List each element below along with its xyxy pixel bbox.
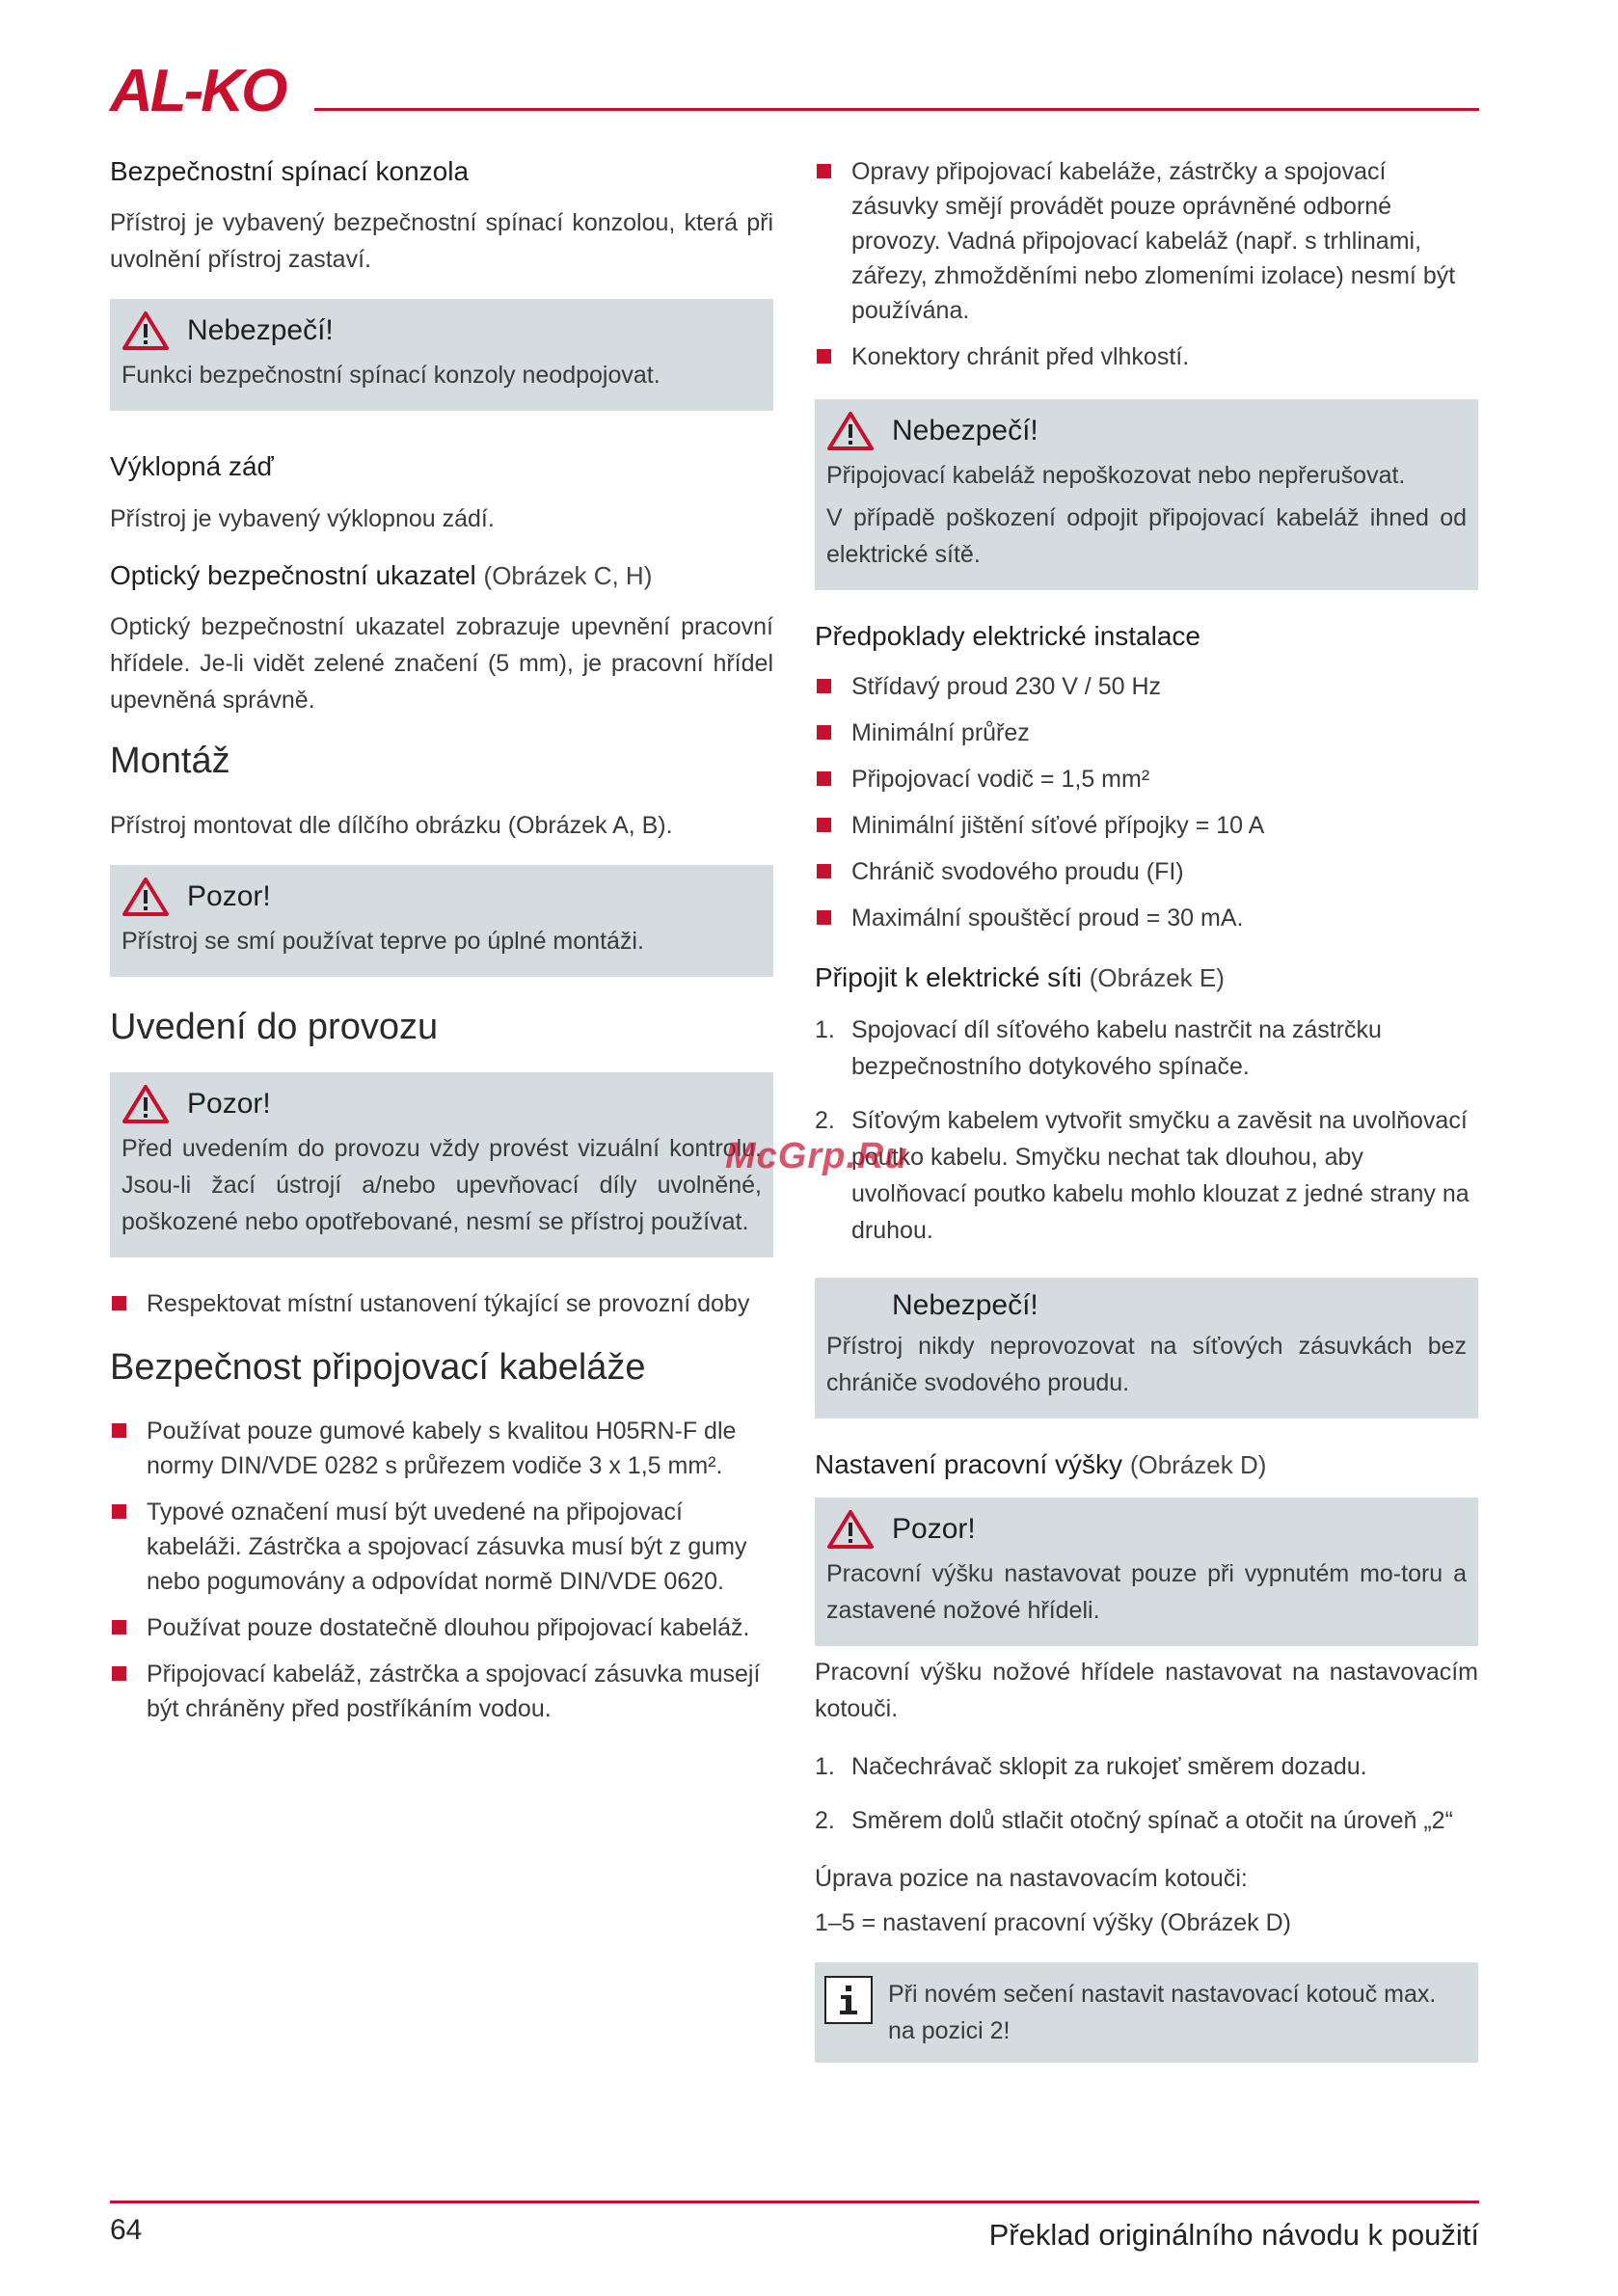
box-text: Přístroj se smí používat teprve po úplné montáži. [121,927,644,955]
list-item: Konektory chránit před vlhkostí. [815,339,1478,374]
bullet-list [815,669,1478,935]
list-item: Připojovací vodič = 1,5 mm² [815,762,1478,797]
box-text: Připojovací kabeláž nepoškozovat nebo nepřerušovat. [826,462,1406,489]
list-item: Používat pouze gumové kabely s kvalitou H05RN-F dle normy DIN/VDE 0282 s průřezem vodiče 3 x 1,5 mm². [110,1414,773,1483]
numbered-list [815,1748,1478,1839]
box-label: Pozor! [187,879,271,912]
section-title-safety-console: Bezpečnostní spínací konzola [110,156,470,186]
page-number: 64 [110,2214,143,2246]
section-title-height: Nastavení pracovní výšky (Obrázek D) [815,1448,1267,1479]
warning-triangle-icon [121,877,170,917]
section-title-connect: Připojit k elektrické síti (Obrázek E) [815,962,1225,993]
paragraph: Úprava pozice na nastavovacím kotouči: [815,1865,1248,1893]
list-item: Maximální spouštěcí proud = 30 mA. [815,901,1478,935]
section-title-startup: Uvedení do provozu [110,1006,439,1047]
box-text: Pracovní výšku nastavovat pouze při vypnutém mo-toru a zastavené nožové hřídeli. [826,1560,1467,1625]
numbered-list [815,1012,1478,1249]
box-label: Nebezpečí! [892,415,1038,446]
paragraph: Pracovní výšku nožové hřídele nastavovat na nastavovacím kotouči. [815,1659,1478,1723]
list-item: 2. Směrem dolů stlačit otočný spínač a otočit na úroveň „2“ [815,1807,1453,1835]
section-title-cable-safety: Bezpečnost připojovací kabeláže [110,1347,646,1389]
list-item: 1. Spojovací díl síťového kabelu nastrčit na zástrčku bezpečnostního dotykového spínače. [815,1015,1382,1080]
section-title-assembly: Montáž [110,741,230,782]
danger-box [110,299,773,411]
caution-box [110,1072,773,1257]
header-rule [314,108,1479,111]
list-item: Respektovat místní ustanovení týkající se provozní doby [110,1286,773,1321]
footer-title: Překlad originálního návodu k použití [988,2218,1479,2252]
footer-rule [110,2201,1479,2203]
section-title-indicator: Optický bezpečnostní ukazatel (Obrázek C, H) [110,559,653,590]
info-box [815,1962,1478,2063]
list-item: 1. Načechrávač sklopit za rukojeť směrem dozadu. [815,1753,1367,1781]
box-text: Před uvedením do provozu vždy provést vizuální kontrolu. Jsou-li žací ústrojí a/nebo upevňovací díly uvolněné, poškozené nebo opotřebované, nesmí se přístroj používat. [121,1135,762,1236]
alko-logo: AL-KO [110,58,285,124]
warning-triangle-icon [121,311,170,351]
right-column [815,154,1478,2063]
info-text: Při novém sečení nastavit nastavovací kotouč max. na pozici 2! [888,1981,1437,2045]
list-item: Připojovací kabeláž, zástrčka a spojovací zásuvka musejí být chráněny před postříkáním vodou. [110,1657,773,1726]
box-label: Pozor! [187,1088,271,1121]
box-text: Přístroj nikdy neprovozovat na síťových zásuvkách bez chrániče svodového proudu. [826,1332,1467,1396]
bullet-list [815,154,1478,374]
warning-triangle-icon [826,1509,875,1550]
bullet-list [110,1414,773,1726]
section-title-electrical: Předpoklady elektrické instalace [815,621,1200,651]
caution-box [815,1498,1478,1646]
box-label: Pozor! [892,1513,976,1546]
list-item: 2. Síťovým kabelem vytvořit smyčku a zavěsit na uvolňovací poutko kabelu. Smyčku nechat tak dlouhou, aby uvolňovací poutko kabelu mohlo klouzat z jedné strany na druhou. [815,1106,1470,1244]
list-item: Chránič svodového proudu (FI) [815,854,1478,889]
danger-box [815,1278,1478,1418]
list-item: Opravy připojovací kabeláže, zástrčky a spojovací zásuvky smějí provádět pouze oprávněné odborné provozy. Vadná připojovací kabeláž (např. s trhlinami, zářezy, zhmožděními nebo zlomeními izolace) nesmí být používána. [815,154,1478,328]
box-text: Funkci bezpečnostní spínací konzoly neodpojovat. [121,362,661,390]
bullet-list [110,1286,773,1321]
caution-box [110,865,773,977]
paragraph: Přístroj je vybavený výklopnou zádí. [110,504,495,532]
section-title-tilt: Výklopná záď [110,451,274,482]
paragraph: Přístroj je vybavený bezpečnostní spínací konzolou, která při uvolnění přístroj zastaví. [110,209,773,274]
box-text: V případě poškození odpojit připojovací kabeláž ihned od elektrické sítě. [826,504,1467,568]
danger-box [815,399,1478,590]
list-item: Minimální jištění síťové přípojky = 10 A [815,808,1478,843]
list-item: Používat pouze dostatečně dlouhou připojovací kabeláž. [110,1610,773,1645]
left-column [110,154,773,1751]
box-label: Nebezpečí! [187,314,334,347]
list-item: Typové označení musí být uvedené na připojovací kabeláži. Zástrčka a spojovací zásuvka musí být z gumy nebo pogumovány a odpovídat normě DIN/VDE 0620. [110,1495,773,1599]
list-item: Střídavý proud 230 V / 50 Hz [815,669,1478,704]
paragraph: 1–5 = nastavení pracovní výšky (Obrázek D) [815,1909,1291,1937]
watermark: McGrp.Ru [725,1136,908,1176]
info-icon [824,1976,873,2024]
paragraph: Optický bezpečnostní ukazatel zobrazuje upevnění pracovní hřídele. Je-li vidět zelené značení (5 mm), je pracovní hřídel upevněná správně. [110,613,773,715]
warning-triangle-icon [121,1084,170,1124]
list-item: Minimální průřez [815,716,1478,750]
warning-triangle-icon [826,411,875,451]
paragraph: Přístroj montovat dle dílčího obrázku (Obrázek A, B). [110,811,673,839]
box-label: Nebezpečí! [892,1288,1038,1321]
